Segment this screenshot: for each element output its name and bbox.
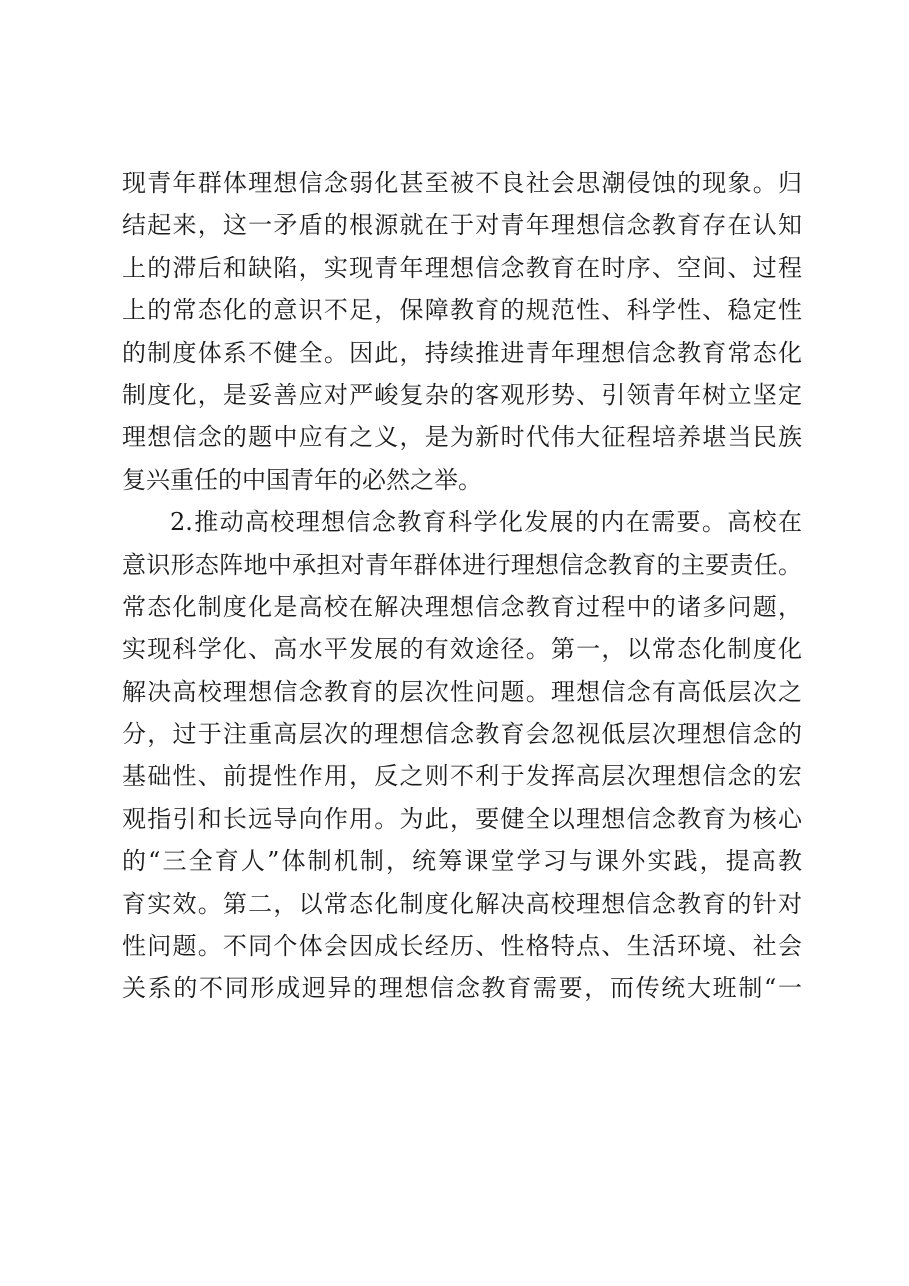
paragraph-line: 的制度体系不健全。因此，持续推进青年理想信念教育常态化 bbox=[122, 338, 802, 367]
paragraph-line: 的“三全育人”体制机制，统筹课堂学习与课外实践，提高教 bbox=[122, 847, 802, 876]
paragraph-line: 基础性、前提性作用，反之则不利于发挥高层次理想信念的宏 bbox=[122, 762, 802, 791]
paragraph-line: 2.推动高校理想信念教育科学化发展的内在需要。高校在 bbox=[170, 508, 802, 537]
paragraph-line: 分，过于注重高层次的理想信念教育会忽视低层次理想信念的 bbox=[122, 720, 802, 749]
paragraph-2 bbox=[122, 501, 802, 1010]
paragraph-line: 解决高校理想信念教育的层次性问题。理想信念有高低层次之 bbox=[122, 677, 802, 706]
paragraph-line: 意识形态阵地中承担对青年群体进行理想信念教育的主要责任。 bbox=[122, 550, 802, 579]
paragraph-1 bbox=[122, 162, 802, 501]
paragraph-line: 关系的不同形成迥异的理想信念教育需要，而传统大班制“一 bbox=[122, 974, 802, 1003]
paragraph-line: 实现科学化、高水平发展的有效途径。第一，以常态化制度化 bbox=[122, 635, 802, 664]
paragraph-line: 制度化，是妥善应对严峻复杂的客观形势、引领青年树立坚定 bbox=[122, 380, 802, 409]
paragraph-line: 常态化制度化是高校在解决理想信念教育过程中的诸多问题， bbox=[122, 592, 802, 621]
paragraph-line: 复兴重任的中国青年的必然之举。 bbox=[122, 465, 482, 494]
paragraph-line: 上的常态化的意识不足，保障教育的规范性、科学性、稳定性 bbox=[122, 296, 802, 325]
paragraph-line: 结起来，这一矛盾的根源就在于对青年理想信念教育存在认知 bbox=[122, 211, 802, 240]
document-body bbox=[122, 162, 802, 1010]
paragraph-line: 育实效。第二，以常态化制度化解决高校理想信念教育的针对 bbox=[122, 889, 802, 918]
paragraph-line: 理想信念的题中应有之义，是为新时代伟大征程培养堪当民族 bbox=[122, 423, 802, 452]
paragraph-line: 观指引和长远导向作用。为此，要健全以理想信念教育为核心 bbox=[122, 804, 802, 833]
paragraph-line: 性问题。不同个体会因成长经历、性格特点、生活环境、社会 bbox=[122, 932, 802, 961]
paragraph-line: 现青年群体理想信念弱化甚至被不良社会思潮侵蚀的现象。归 bbox=[122, 169, 802, 197]
paragraph-line: 上的滞后和缺陷，实现青年理想信念教育在时序、空间、过程 bbox=[122, 253, 802, 282]
